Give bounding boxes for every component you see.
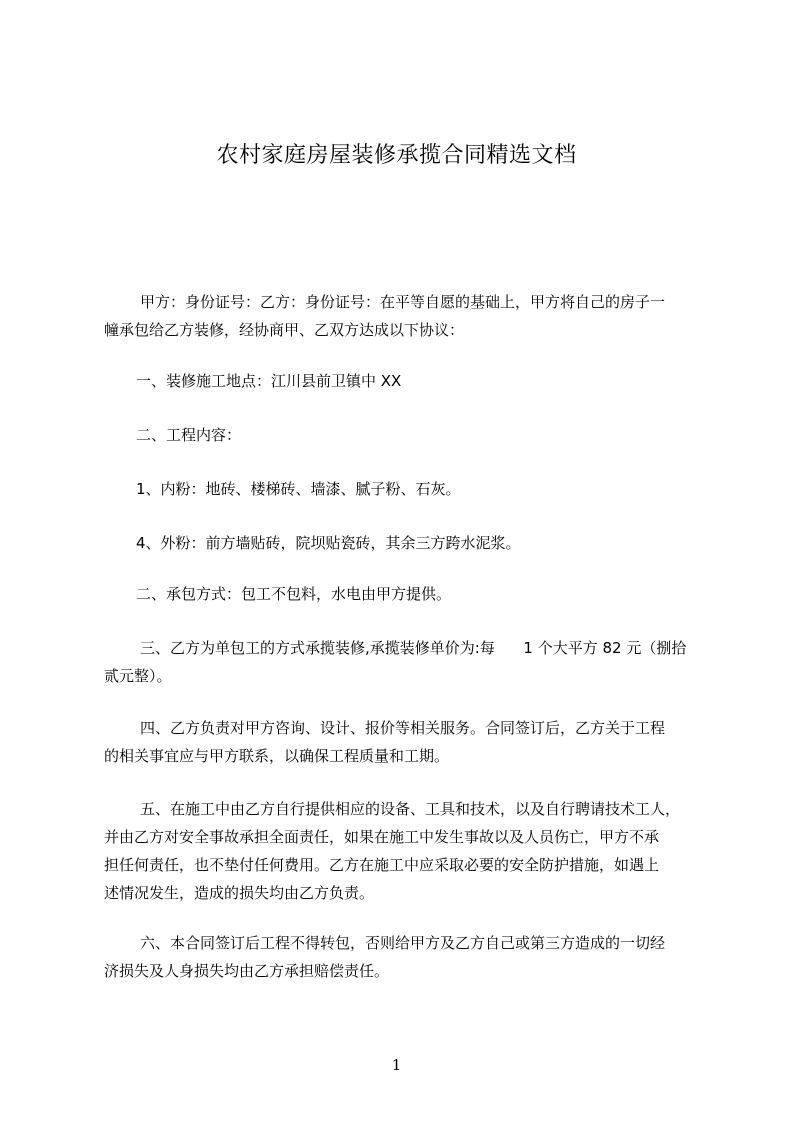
paragraph-line: 4、外粉：前方墙贴砖，院坝贴瓷砖，其余三方跨水泥浆。	[136, 534, 521, 552]
paragraph-line: 的相关事宜应与甲方联系，以确保工程质量和工期。	[104, 747, 450, 765]
paragraph-line: 贰元整）。	[104, 667, 172, 685]
item-4-exterior	[104, 529, 704, 557]
document-title: 农村家庭房屋装修承揽合同精选文档	[216, 143, 577, 168]
paragraph-line: 并由乙方对安全事故承担全面责任，如果在施工中发生事故以及人员伤亡，甲方不承	[104, 828, 660, 846]
paragraph-line: 三、乙方为单包工的方式承揽装修,承揽装修单价为:每 1 个大平方 82 元（捌拾	[140, 639, 687, 657]
paragraph-line: 担任何责任，也不垫付任何费用。乙方在施工中应采取必要的安全防护措施，如遇上	[104, 856, 660, 874]
section-6-subcontracting	[104, 929, 704, 985]
section-5-safety	[104, 795, 704, 907]
paragraph-line: 二、工程内容：	[136, 426, 242, 444]
paragraph-line: 述情况发生，造成的损失均由乙方负责。	[104, 884, 375, 902]
intro-paragraph	[104, 288, 704, 344]
section-1-location	[104, 367, 704, 395]
paragraph-line: 1、内粉：地砖、楼梯砖、墙漆、腻子粉、石灰。	[136, 480, 461, 498]
section-2-contract-method	[104, 580, 704, 608]
section-2-content	[104, 421, 704, 449]
paragraph-line: 二、承包方式：包工不包料，水电由甲方提供。	[136, 585, 452, 603]
paragraph-line: 四、乙方负责对甲方咨询、设计、报价等相关服务。合同签订后，乙方关于工程	[140, 719, 666, 737]
paragraph-line: 六、本合同签订后工程不得转包，否则给甲方及乙方自己或第三方造成的一切经	[140, 934, 666, 952]
paragraph-line: 一、装修施工地点：江川县前卫镇中 XX	[136, 372, 402, 390]
paragraph-line: 甲方：身份证号：乙方：身份证号：在平等自愿的基础上，甲方将自己的房子一	[140, 293, 666, 311]
section-4-services	[104, 714, 704, 770]
paragraph-line: 五、在施工中由乙方自行提供相应的设备、工具和技术，以及自行聘请技术工人，	[140, 800, 681, 818]
paragraph-line: 济损失及人身损失均由乙方承担赔偿责任。	[104, 962, 390, 980]
section-3-pricing	[104, 634, 704, 690]
page-number: 1	[391, 1056, 402, 1074]
paragraph-line: 幢承包给乙方装修，经协商甲、乙双方达成以下协议：	[104, 321, 465, 339]
item-1-interior	[104, 475, 704, 503]
